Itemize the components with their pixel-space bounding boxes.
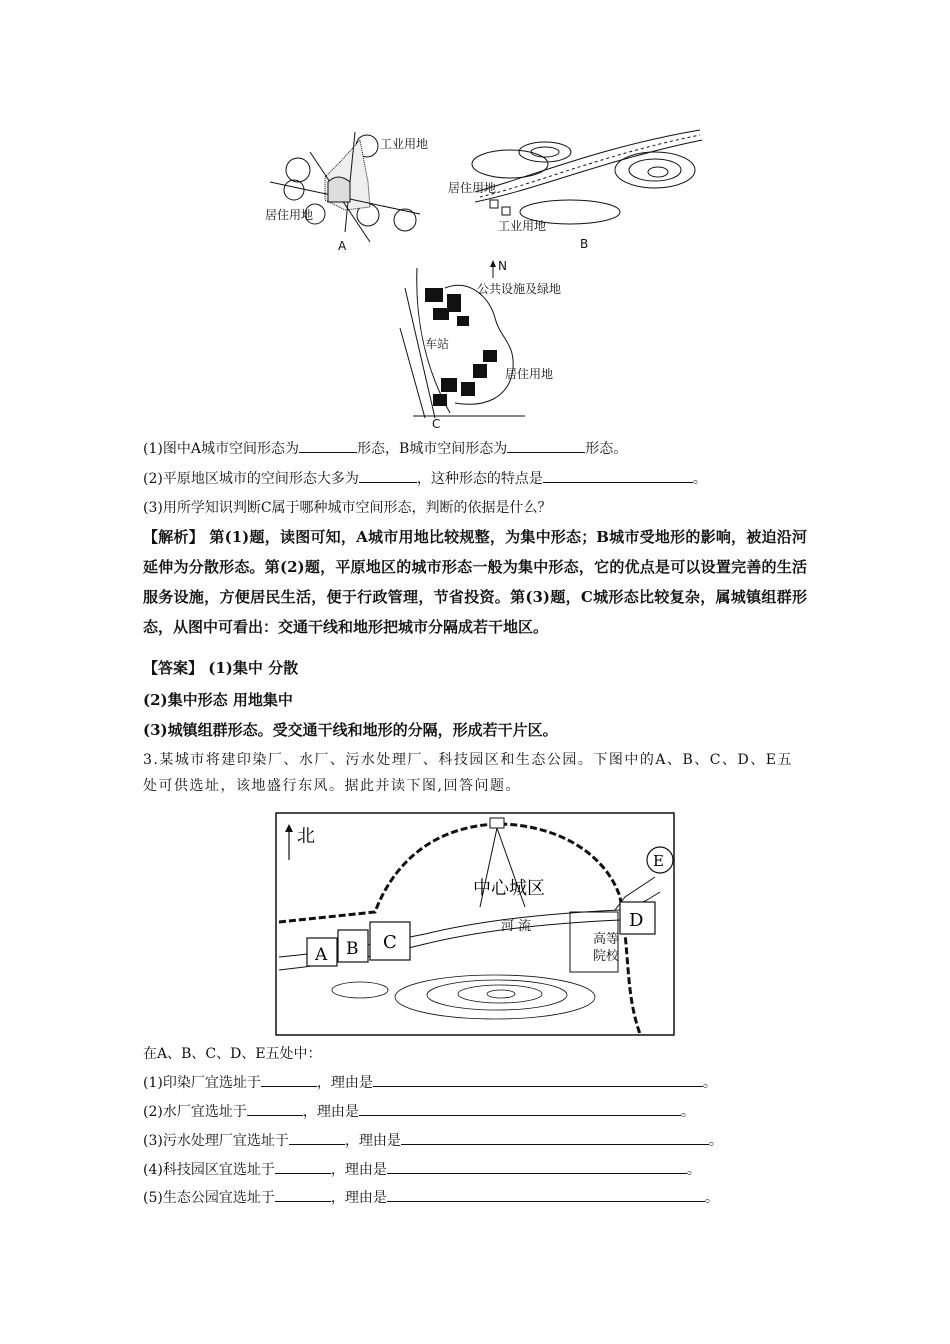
reason-blank[interactable]	[387, 1159, 687, 1174]
figure-b-city-map	[440, 122, 710, 252]
public-facilities-label: 公共设施及绿地	[477, 282, 562, 296]
site-blank[interactable]	[275, 1187, 331, 1202]
college-label-line1: 高等	[593, 932, 620, 947]
site-blank[interactable]	[247, 1101, 303, 1116]
q3-site-map	[275, 812, 675, 1036]
station-label: 车站	[425, 337, 450, 351]
figure-a-caption: A	[338, 239, 347, 253]
q3-intro: 3.某城市将建印染厂、水厂、污水处理厂、科技园区和生态公园。下图中的A、B、C、D、E五处可供选址，该地盛行东风。据此并读下图,回答问题。	[143, 752, 793, 794]
site-blank[interactable]	[289, 1130, 345, 1145]
site-blank[interactable]	[261, 1072, 317, 1087]
north-arrow-label: 北	[297, 826, 315, 847]
q2-answer-2: (2)集中形态 用地集中	[143, 691, 293, 709]
figure-b-residential-label: 居住用地	[448, 181, 497, 195]
river-label: 河 流	[501, 919, 532, 934]
site-d-label: D	[629, 910, 644, 931]
answer-blank[interactable]	[299, 438, 357, 453]
site-blank[interactable]	[275, 1159, 331, 1174]
reason-blank[interactable]	[359, 1101, 681, 1116]
figure-b-caption: B	[580, 237, 589, 251]
residential-land-label: 居住用地	[265, 208, 314, 222]
center-district-label: 中心城区	[473, 878, 545, 899]
q3-item-5: (5)生态公园宜选址于 ，理由是 。	[143, 1187, 719, 1209]
q2-analysis: 【解析】 第(1)题，读图可知，A城市用地比较规整，为集中形态；B城市受地形的影响，被迫沿河延伸为分散形态。第(2)题，平原地区的城市形态一般为集中形态，它的优点是可以设置完善的生活服务设施，方便居民生活，便于行政管理，节省投资。第(3)题，C城形态比较复杂，属城镇组群形态，从图中可看出：交通干线和地形把城市分隔成若干地区。	[143, 528, 807, 636]
site-e-label: E	[653, 852, 664, 870]
reason-blank[interactable]	[373, 1072, 703, 1087]
reason-blank[interactable]	[401, 1130, 709, 1145]
q3-item-3: (3)污水处理厂宜选址于 ，理由是 。	[143, 1130, 723, 1152]
reason-blank[interactable]	[387, 1187, 705, 1202]
q2-item-2: (2)平原地区城市的空间形态大多为 ，这种形态的特点是 。	[143, 468, 707, 490]
site-c-label: C	[383, 932, 397, 953]
figure-b-industrial-label: 工业用地	[498, 219, 547, 233]
answer-blank[interactable]	[507, 438, 585, 453]
north-label: N	[498, 259, 507, 273]
q3-item-2: (2)水厂宜选址于 ，理由是 。	[143, 1101, 695, 1123]
figure-c-city-map	[395, 258, 575, 430]
figure-a-city-map	[265, 122, 450, 257]
site-a-label: A	[315, 945, 328, 965]
q3-item-1: (1)印染厂宜选址于 ，理由是 。	[143, 1072, 717, 1094]
site-b-label: B	[346, 939, 359, 959]
q2-answer-1: 【答案】 (1)集中 分散	[143, 659, 299, 677]
figure-c-caption: C	[432, 417, 441, 431]
figure-c-residential-label: 居住用地	[505, 367, 554, 381]
q2-item-3: (3)用所学知识判断C属于哪种城市空间形态，判断的依据是什么？	[143, 500, 552, 516]
college-label-line2: 院校	[593, 949, 620, 964]
industrial-land-label: 工业用地	[380, 137, 429, 151]
q2-item-1: (1)图中A城市空间形态为 形态，B城市空间形态为 形态。	[143, 438, 627, 460]
answer-blank[interactable]	[359, 468, 417, 483]
q2-answer-3: (3)城镇组群形态。受交通干线和地形的分隔，形成若干片区。	[143, 721, 558, 739]
answer-blank[interactable]	[543, 468, 693, 483]
q3-lead: 在A、B、C、D、E五处中：	[143, 1046, 322, 1062]
q3-item-4: (4)科技园区宜选址于 ，理由是 。	[143, 1159, 701, 1181]
